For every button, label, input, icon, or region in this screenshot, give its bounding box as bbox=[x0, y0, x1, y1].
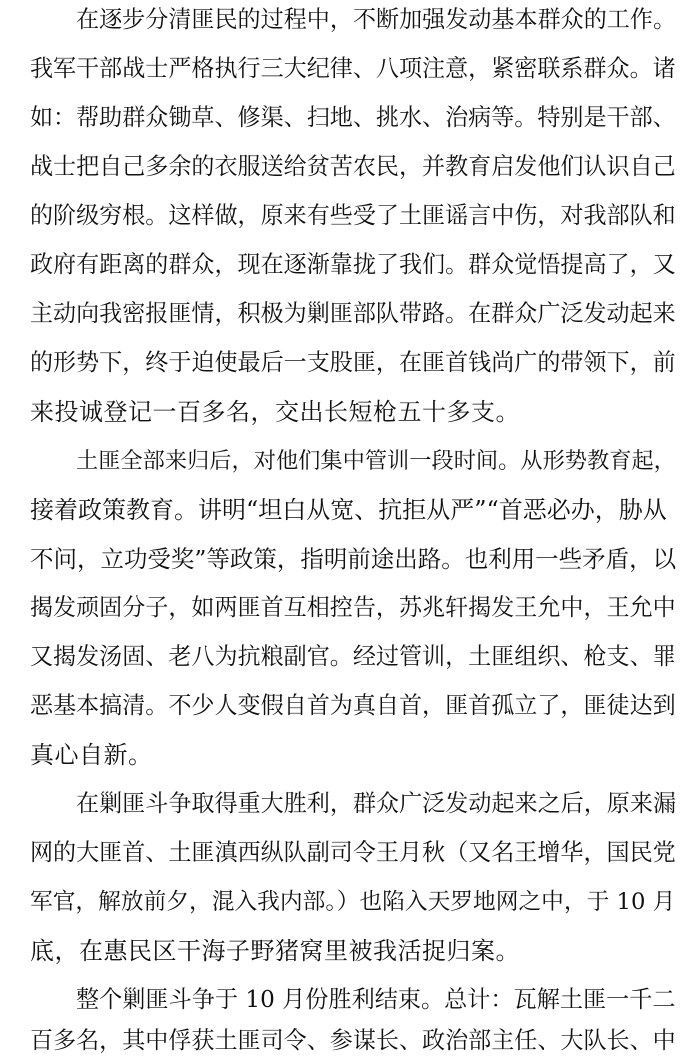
text-line: 在逐步分清匪民的过程中，不断加强发动基本群众的工作。 bbox=[76, 7, 677, 33]
text-line: 百多名，其中俘获土匪司令、参谋长、政治部主任、大队长、中 bbox=[30, 1028, 676, 1054]
text-line: 来投诚登记一百多名，交出长短枪五十多支。 bbox=[30, 398, 520, 426]
text-line: 土匪全部来归后，对他们集中管训一段时间。从形势教育起， bbox=[76, 448, 676, 474]
text-line: 底，在惠民区干海子野猪窝里被我活捉归案。 bbox=[30, 937, 520, 965]
text-line: 不问，立功受奖”等政策，指明前途出路。也利用一些矛盾，以 bbox=[30, 545, 677, 573]
text-line: 军官，解放前夕，混入我内部。）也陷入天罗地网之中，于 10 月 bbox=[30, 889, 676, 915]
text-line: 在剿匪斗争取得重大胜利，群众广泛发动起来之后，原来漏 bbox=[76, 791, 677, 817]
text-line: 揭发顽固分子，如两匪首互相控告，苏兆轩揭发王允中，王允中 bbox=[30, 595, 676, 621]
text-line: 整个剿匪斗争于 10 月份胜利结束。总计：瓦解土匪一千二 bbox=[76, 987, 676, 1013]
text-line: 主动向我密报匪情，积极为剿匪部队带路。在群众广泛发动起来 bbox=[30, 301, 676, 327]
text-line: 真心自新。 bbox=[30, 741, 153, 769]
text-line: 又揭发汤固、老八为抗粮副官。经过管训，土匪组织、枪支、罪 bbox=[30, 644, 676, 670]
text-line: 如：帮助群众锄草、修渠、扫地、挑水、治病等。特别是干部、 bbox=[30, 105, 676, 131]
text-line: 我军干部战士严格执行三大纪律、八项注意，紧密联系群众。诸 bbox=[30, 56, 676, 82]
text-line: 网的大匪首、土匪滇西纵队副司令王月秋（又名王增华，国民党 bbox=[30, 840, 676, 866]
text-line: 的形势下，终于迫使最后一支股匪，在匪首钱尚广的带领下，前 bbox=[30, 350, 676, 376]
text-line: 恶基本搞清。不少人变假自首为真自首，匪首孤立了，匪徒达到 bbox=[30, 693, 676, 719]
text-line: 战士把自己多余的衣服送给贫苦农民，并教育启发他们认识自己 bbox=[30, 154, 676, 180]
text-line: 接着政策教育。讲明“坦白从宽、抗拒从严”“首恶必办，胁从 bbox=[30, 496, 667, 524]
text-line: 政府有距离的群众，现在逐渐靠拢了我们。群众觉悟提高了，又 bbox=[30, 252, 676, 278]
text-line: 的阶级穷根。这样做，原来有些受了土匪谣言中伤，对我部队和 bbox=[30, 203, 676, 229]
